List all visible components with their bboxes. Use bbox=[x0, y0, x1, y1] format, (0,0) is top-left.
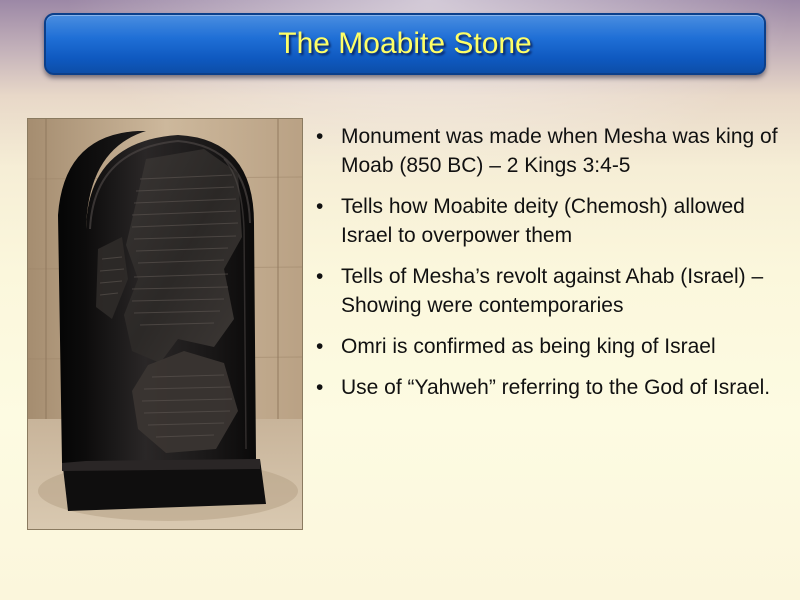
bullet-list bbox=[312, 122, 782, 414]
bullet-text: Use of “Yahweh” referring to the God of Israel. bbox=[341, 376, 771, 399]
bullet-dot: • bbox=[316, 265, 324, 288]
bullet-text: Monument was made when Mesha was king of Moab (850 BC) – 2 Kings 3:4-5 bbox=[341, 125, 778, 177]
bullet-item bbox=[312, 192, 782, 250]
title-bar bbox=[44, 13, 766, 75]
bullet-item bbox=[312, 373, 782, 402]
bullet-dot: • bbox=[316, 195, 324, 218]
slide-title: The Moabite Stone bbox=[278, 27, 532, 60]
bullet-dot: • bbox=[316, 376, 324, 399]
bullet-text: Tells of Mesha’s revolt against Ahab (Israel) – Showing were contemporaries bbox=[341, 265, 764, 317]
bullet-item bbox=[312, 332, 782, 361]
bullet-item bbox=[312, 262, 782, 320]
stone-illustration bbox=[28, 119, 303, 530]
bullet-dot: • bbox=[316, 335, 324, 358]
bullet-dot: • bbox=[316, 125, 324, 148]
bullet-text: Omri is confirmed as being king of Israel bbox=[341, 335, 716, 358]
bullet-text: Tells how Moabite deity (Chemosh) allowed Israel to overpower them bbox=[341, 195, 745, 247]
bullet-item bbox=[312, 122, 782, 180]
moabite-stone-photo bbox=[27, 118, 303, 530]
